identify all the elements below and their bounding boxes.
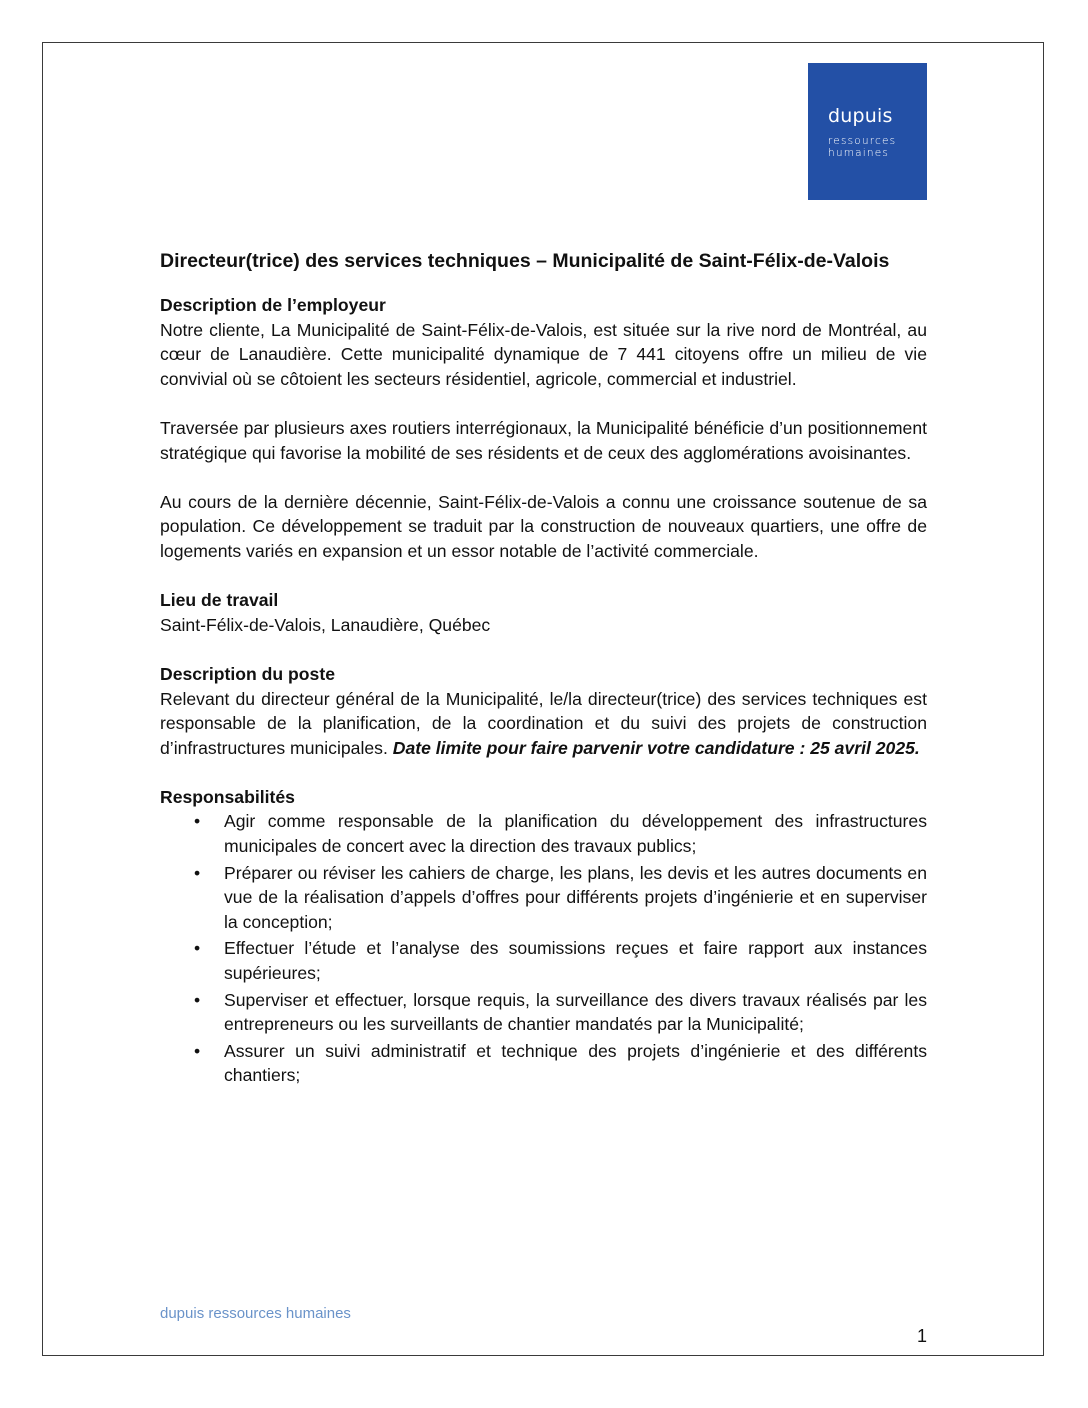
workplace-text: Saint-Félix-de-Valois, Lanaudière, Québec [160,614,491,635]
logo-subtitle-line2: humaines [828,147,890,159]
list-item: • Agir comme responsable de la planification du développement des infrastructures municipales de concert avec la direction des travaux publics; [224,809,927,858]
employer-paragraph-1: Notre cliente, La Municipalité de Saint-Félix-de-Valois, est située sur la rive nord de Montréal, au cœur de Lanaudière. Cette municipalité dynamique de 7 441 citoyens offre un milieu de vie convivial où se côtoient les secteurs résidentiel, agricole, commercial et industriel. [160,319,927,389]
responsibilities-list [160,809,927,1088]
position-heading: Description du poste [160,663,335,684]
list-item: • Assurer un suivi administratif et technique des projets d’ingénierie et des différents chantiers; [224,1039,927,1088]
logo-wordmark: dupuis [828,105,893,127]
logo-subtitle [828,135,896,159]
page-number: 1 [917,1326,928,1346]
employer-paragraph-3: Au cours de la dernière décennie, Saint-Félix-de-Valois a connu une croissance soutenue de sa population. Ce développement se traduit par la construction de nouveaux quartiers, une offre de logements variés en expansion et un essor notable de l’activité commerciale. [160,491,927,561]
company-logo [808,63,927,200]
workplace-heading: Lieu de travail [160,590,279,611]
logo-subtitle-line1: ressources [828,135,897,147]
footer-brand: dupuis ressources humaines [160,1305,351,1322]
list-item: • Effectuer l’étude et l’analyse des soumissions reçues et faire rapport aux instances supérieures; [224,936,927,985]
job-title: Directeur(trice) des services techniques – Municipalité de Saint-Félix-de-Valois [160,250,890,272]
position-description [160,687,927,761]
employer-heading: Description de l’employeur [160,295,386,315]
document-body [160,246,927,1090]
list-item: • Superviser et effectuer, lorsque requis, la surveillance des divers travaux réalisés par les entrepreneurs ou les surveillants de chantier mandatés par la Municipalité; [224,988,927,1037]
application-deadline: Date limite pour faire parvenir votre candidature : 25 avril 2025. [392,737,920,758]
position-text: Relevant du directeur général de la Municipalité, le/la directeur(trice) des services techniques est responsable de la planification, de la coordination et du suivi des projets de construction d’infrastructures municipales. [160,688,927,758]
employer-paragraph-2: Traversée par plusieurs axes routiers interrégionaux, la Municipalité bénéficie d’un positionnement stratégique qui favorise la mobilité de ses résidents et de ceux des agglomérations avoisinantes. [160,417,927,463]
responsibilities-heading: Responsabilités [160,786,295,807]
list-item: • Préparer ou réviser les cahiers de charge, les plans, les devis et les autres documents en vue de la réalisation d’appels d’offres pour différents projets d’ingénierie et en superviser la conception; [224,861,927,935]
